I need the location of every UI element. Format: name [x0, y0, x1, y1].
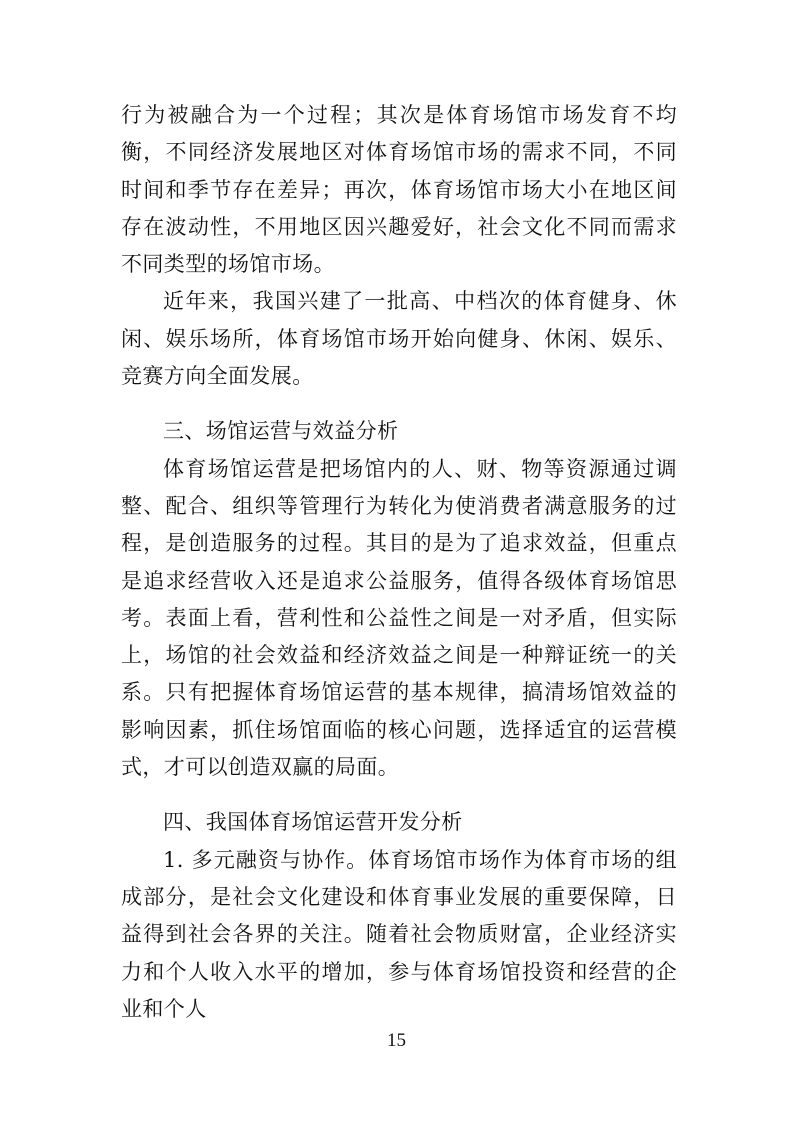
- paragraph-recent-development: 近年来，我国兴建了一批高、中档次的体育健身、休闲、娱乐场所，体育场馆市场开始向健身、休闲、娱乐、竞赛方向全面发展。: [121, 289, 677, 389]
- paragraph-operations-analysis: 体育场馆运营是把场馆内的人、财、物等资源通过调整、配合、组织等管理行为转化为使消费者满意服务的过程，是创造服务的过程。其目的是为了追求效益，但重点是追求经营收入还是追求公益服务，值得各级体育场馆思考。表面上看，营利性和公益性之间是一对矛盾，但实际上，场馆的社会效益和经济效益之间是一种辩证统一的关系。只有把握体育场馆运营的基本规律，搞清场馆效益的影响因素，抓住场馆面临的核心问题，选择适宜的运营模式，才可以创造双赢的局面。: [121, 456, 677, 780]
- section-gap: [121, 786, 677, 804]
- section-gap: [121, 395, 677, 413]
- page-number: 15: [387, 1030, 406, 1051]
- paragraph-market-imbalance: 行为被融合为一个过程；其次是体育场馆市场发育不均衡，不同经济发展地区对体育场馆市场的需求不同，不同时间和季节存在差异；再次，体育场馆市场大小在地区间存在波动性，不用地区因兴趣爱好，社会文化不同而需求不同类型的场馆市场。: [121, 103, 677, 277]
- section-heading-development: 四、我国体育场馆运营开发分析: [163, 810, 463, 835]
- document-body: [121, 97, 677, 1028]
- section-heading-operations: 三、场馆运营与效益分析: [163, 419, 399, 444]
- paragraph-financing: 1. 多元融资与协作。体育场馆市场作为体育市场的组成部分，是社会文化建设和体育事业发展的重要保障，日益得到社会各界的关注。随着社会物质财富，企业经济实力和个人收入水平的增加，参与体育场馆投资和经营的企业和个人: [121, 847, 677, 1021]
